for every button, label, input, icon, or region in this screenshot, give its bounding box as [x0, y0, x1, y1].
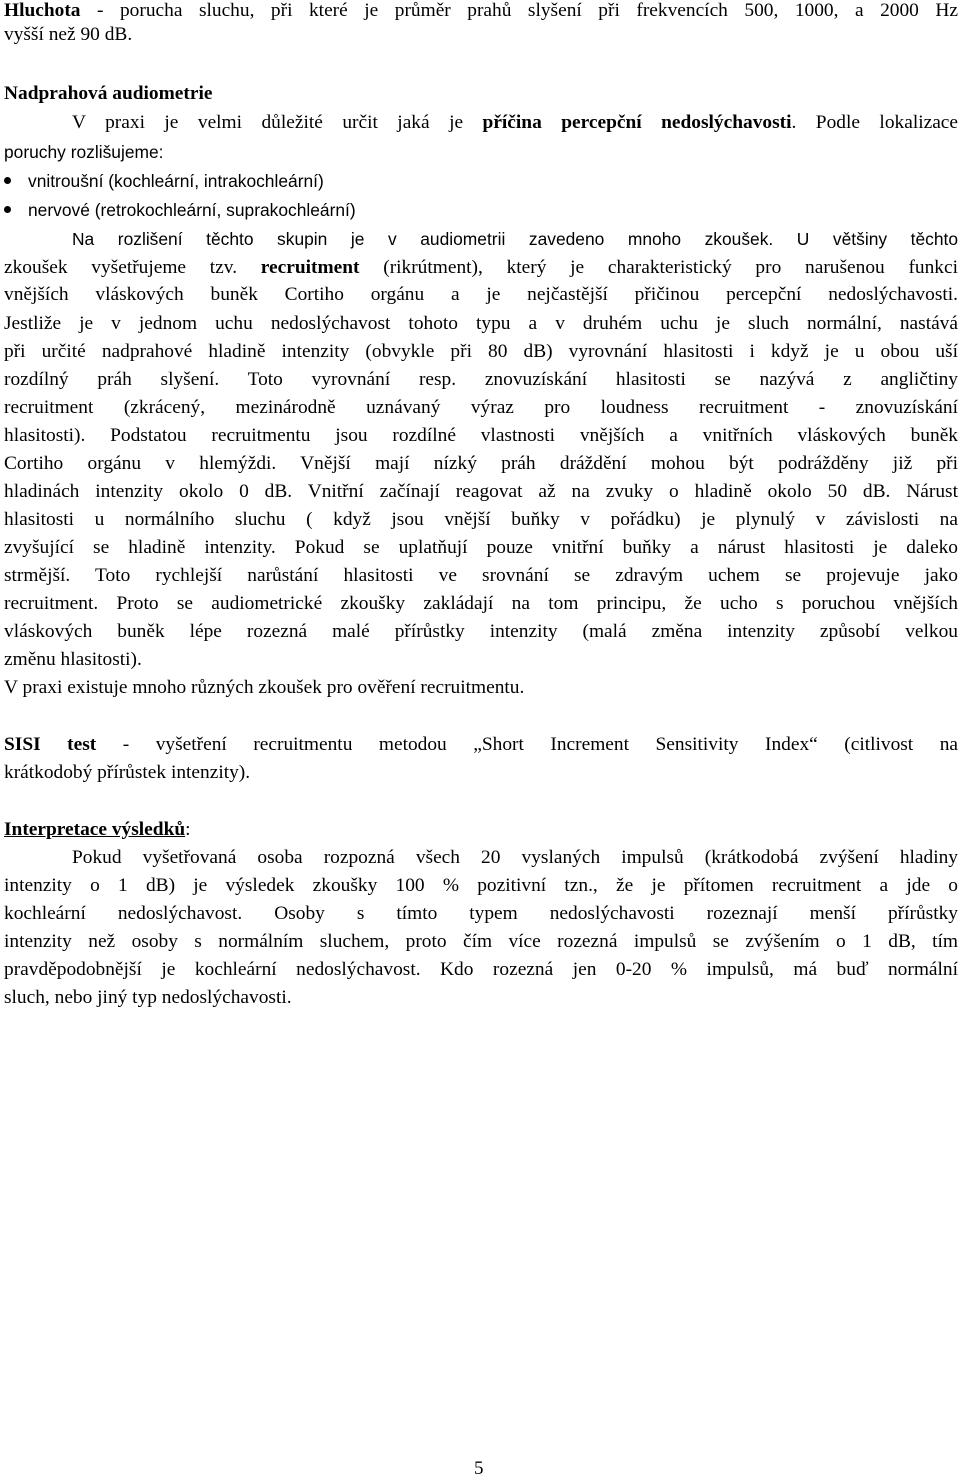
text-line: [4, 141, 163, 163]
bold-text: recruitment: [260, 257, 360, 278]
text-line: [4, 959, 958, 981]
text-segment: V praxi existuje mnoho různých zkoušek pro ověření recruitmentu.: [4, 677, 525, 698]
text-segment: změnu hlasitosti).: [4, 649, 142, 670]
text-line: [4, 677, 524, 699]
text-line: [4, 341, 958, 363]
text-line: [4, 284, 958, 306]
text-line: [4, 509, 958, 531]
text-segment: . Podle lokalizace: [791, 112, 959, 133]
text-line: [28, 170, 324, 192]
text-segment: Pokud vyšetřovaná osoba rozpozná všech 20 vyslaných impulsů (krátkodobá zvýšení hladiny: [72, 847, 958, 868]
text-segment: :: [185, 819, 191, 840]
text-line: [4, 257, 958, 279]
text-line: [4, 875, 958, 897]
text-line: [4, 83, 212, 105]
text-segment: při určité nadprahové hladině intenzity (obvykle při 80 dB) vyrovnání hlasitosti i když je u obou uší: [4, 341, 958, 362]
text-line: [4, 537, 958, 559]
bullet-icon: [4, 206, 11, 213]
bold-text: SISI test: [4, 734, 97, 755]
text-segment: zkoušek vyšetřujeme tzv.: [4, 257, 261, 278]
text-segment: krátkodobý přírůstek intenzity).: [4, 762, 251, 783]
text-segment: - vyšetření recruitmentu metodou „Short Increment Sensitivity Index“ (citlivost na: [96, 734, 959, 755]
text-line: [72, 847, 958, 869]
text-line: [4, 649, 142, 671]
text-segment: strmější. Toto rychlejší narůstání hlasitosti ve srovnání se zdravým uchem se projevuje jako: [4, 565, 958, 586]
bold-text: Interpretace výsledků: [4, 819, 186, 840]
text-line: [4, 903, 958, 925]
text-segment: vnějších vláskových buněk Cortiho orgánu a je nejčastější přičinou percepční nedoslýchavosti.: [4, 284, 958, 305]
text-segment: V praxi je velmi důležité určit jaká je: [72, 112, 483, 133]
text-segment: nervové (retrokochleární, suprakochleární): [28, 200, 356, 220]
text-line: [4, 425, 958, 447]
text-line: [4, 0, 958, 22]
text-segment: recruitment (zkrácený, mezinárodně uznávaný výraz pro loudness recruitment - znovuzískání: [4, 397, 958, 418]
text-line: [4, 453, 958, 475]
text-segment: vnitroušní (kochleární, intrakochleární): [28, 171, 324, 191]
text-segment: hladinách intenzity okolo 0 dB. Vnitřní začínají reagovat až na zvuky o hladině okolo 50 dB. Nárust: [4, 481, 958, 502]
text-line: [4, 397, 958, 419]
text-segment: rozdílný práh slyšení. Toto vyrovnání resp. znovuzískání hlasitosti se nazývá z angličtiny: [4, 369, 958, 390]
text-line: [72, 228, 958, 250]
bold-text: Nadprahová audiometrie: [4, 83, 213, 104]
text-segment: hlasitosti u normálního sluchu ( když jsou vnější buňky v pořádku) je plynulý v závislosti na: [4, 509, 958, 530]
text-line: [4, 931, 958, 953]
text-line: [4, 621, 958, 643]
text-line: [28, 199, 356, 221]
text-line: [4, 313, 958, 335]
text-line: [4, 369, 958, 391]
text-segment: pravděpodobnější je kochleární nedoslýchavost. Kdo rozezná jen 0-20 % impulsů, má buď normální: [4, 959, 958, 980]
text-line: [4, 593, 958, 615]
text-segment: kochleární nedoslýchavost. Osoby s tímto typem nedoslýchavosti rozeznají menší přírůstky: [4, 903, 958, 924]
text-segment: sluch, nebo jiný typ nedoslýchavosti.: [4, 987, 292, 1008]
text-segment: intenzity o 1 dB) je výsledek zkoušky 100 % pozitivní tzn., že je přítomen recruitment a jde o: [4, 875, 958, 896]
text-segment: hlasitosti). Podstatou recruitmentu jsou rozdílné vlastnosti vnějších a vnitřních vláskových buněk: [4, 425, 958, 446]
text-segment: - porucha sluchu, při které je průměr prahů slyšení při frekvencích 500, 1000, a 2000 Hz: [80, 0, 958, 21]
text-line: [4, 24, 132, 46]
text-segment: (rikrútment), který je charakteristický pro narušenou funkci: [359, 257, 958, 278]
text-segment: recruitment. Proto se audiometrické zkoušky zakládají na tom principu, že ucho s poruchou vnějších: [4, 593, 958, 614]
text-segment: Cortiho orgánu v hlemýždi. Vnější mají nízký práh dráždění mohou být podrážděny již při: [4, 453, 958, 474]
page-number: 5: [474, 1458, 484, 1479]
text-segment: Jestliže je v jednom uchu nedoslýchavost tohoto typu a v druhém uchu je sluch normální, nastává: [4, 313, 958, 334]
text-segment: Na rozlišení těchto skupin je v audiometrii zavedeno mnoho zkoušek. U většiny těchto: [72, 229, 958, 249]
bullet-icon: [4, 177, 11, 184]
text-line: [4, 987, 292, 1009]
text-segment: intenzity než osoby s normálním sluchem, proto čím více rozezná impulsů se zvýšením o 1 dB, tím: [4, 931, 958, 952]
bold-text: příčina percepční nedoslýchavosti: [482, 112, 792, 133]
text-segment: vláskových buněk lépe rozezná malé přírůstky intenzity (malá změna intenzity způsobí velkou: [4, 621, 958, 642]
text-line: [72, 112, 958, 134]
text-segment: vyšší než 90 dB.: [4, 24, 133, 45]
text-line: [4, 481, 958, 503]
text-line: [4, 734, 958, 756]
text-segment: poruchy rozlišujeme:: [4, 142, 164, 162]
text-segment: zvyšující se hladině intenzity. Pokud se uplatňují pouze vnitřní buňky a nárust hlasitosti je daleko: [4, 537, 958, 558]
text-line: [4, 565, 958, 587]
text-line: [4, 819, 191, 841]
text-line: [4, 762, 250, 784]
bold-text: Hluchota: [4, 0, 81, 21]
